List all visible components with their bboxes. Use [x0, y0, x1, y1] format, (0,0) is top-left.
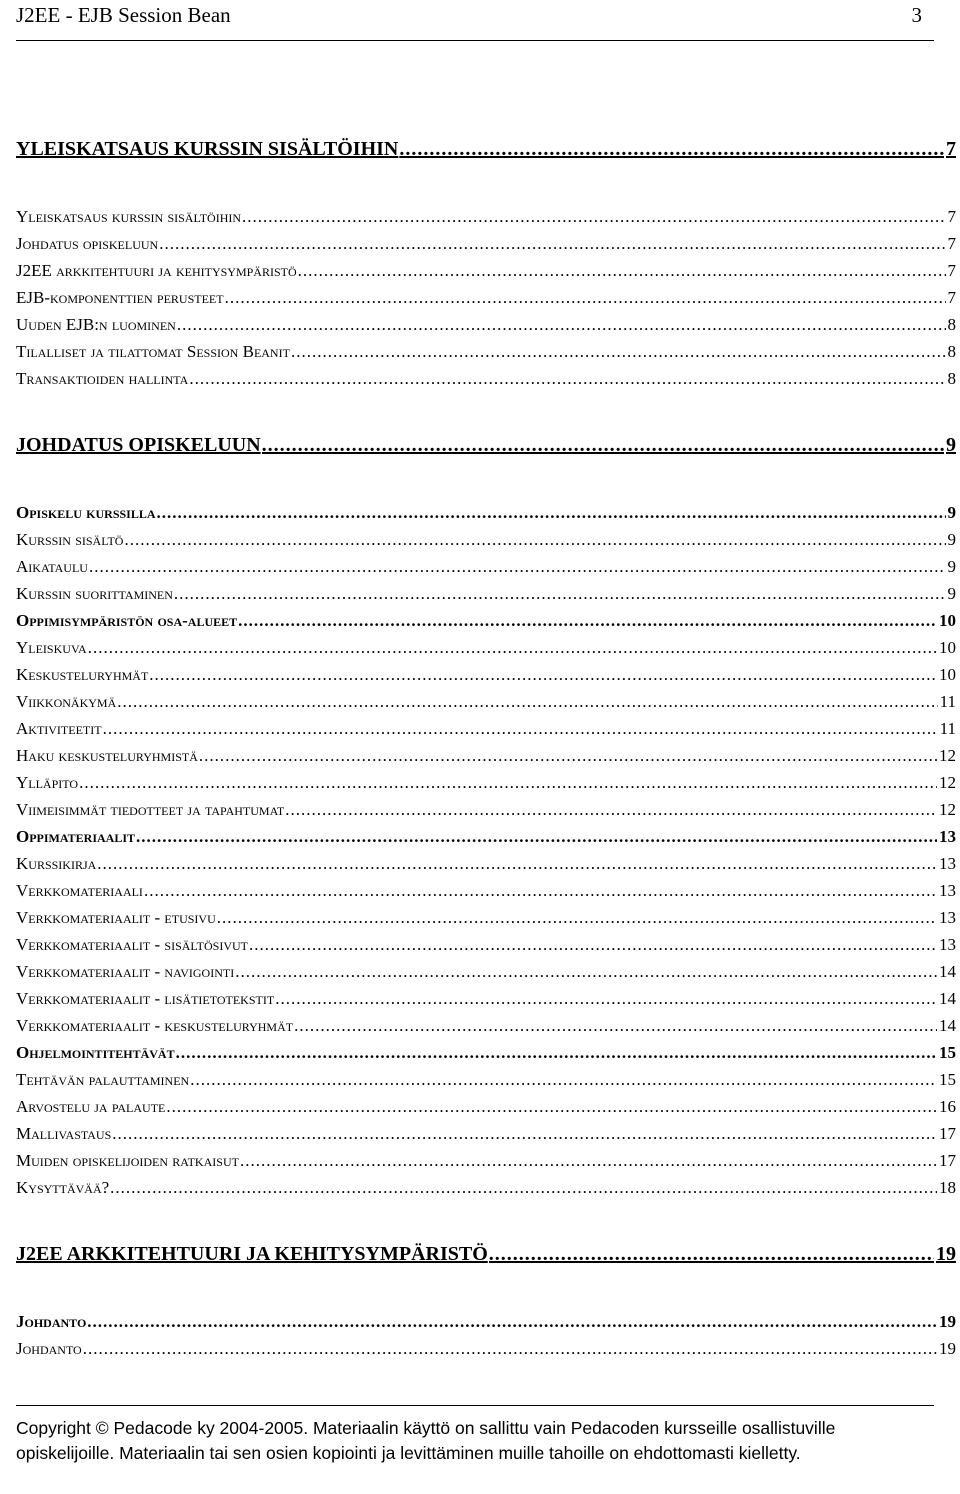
- toc-entry[interactable]: Kurssin sisältö ..... 9: [16, 530, 956, 556]
- toc-entry[interactable]: Oppimisympäristön osa-alueet ..... 10: [16, 611, 956, 637]
- toc-entry[interactable]: Verkkomateriaalit - lisätietotekstit ..... 14: [16, 989, 956, 1015]
- toc-entry[interactable]: Uuden EJB:n luominen ..... 8: [16, 315, 956, 341]
- toc-entry[interactable]: Kysyttävää? ..... 18: [16, 1178, 956, 1204]
- toc-entry[interactable]: Muiden opiskelijoiden ratkaisut ..... 17: [16, 1151, 956, 1177]
- toc-entry[interactable]: J2EE arkkitehtuuri ja kehitysympäristö ..... 7: [16, 261, 956, 287]
- toc-entry[interactable]: Aikataulu ..... 9: [16, 557, 956, 583]
- toc-entry[interactable]: Verkkomateriaalit - sisältösivut ..... 13: [16, 935, 956, 961]
- toc-entry[interactable]: Johdanto ..... 19: [16, 1339, 956, 1365]
- page-header: [16, 0, 934, 41]
- toc-entry[interactable]: Johdanto ..... 19: [16, 1312, 956, 1338]
- toc-entry[interactable]: Ylläpito ..... 12: [16, 773, 956, 799]
- toc-entry[interactable]: J2EE ARKKITEHTUURI JA KEHITYSYMPÄRISTÖ ..... 19: [16, 1243, 956, 1273]
- toc-entry[interactable]: Aktiviteetit ..... 11: [16, 719, 956, 745]
- toc-entry[interactable]: EJB-komponenttien perusteet ..... 7: [16, 288, 956, 314]
- copyright-notice: Copyright © Pedacode ky 2004-2005. Materiaalin käyttö on sallittu vain Pedacoden kursseille osallistuville opiskelijoille. Materiaalin tai sen osien kopiointi ja levittäminen muille tahoille on ehdottomasti kielletty.: [16, 1418, 836, 1463]
- toc-entry[interactable]: Haku keskusteluryhmistä ..... 12: [16, 746, 956, 772]
- toc-entry[interactable]: Verkkomateriaalit - etusivu ..... 13: [16, 908, 956, 934]
- toc-entry[interactable]: Kurssikirja ..... 13: [16, 854, 956, 880]
- toc-entry[interactable]: Verkkomateriaalit - navigointi ..... 14: [16, 962, 956, 988]
- toc-entry[interactable]: Verkkomateriaalit - keskusteluryhmät ..... 14: [16, 1016, 956, 1042]
- toc-entry[interactable]: Johdatus opiskeluun ..... 7: [16, 234, 956, 260]
- toc-entry[interactable]: YLEISKATSAUS KURSSIN SISÄLTÖIHIN ..... 7: [16, 138, 956, 168]
- toc-entry[interactable]: Transaktioiden hallinta ..... 8: [16, 369, 956, 395]
- toc-entry[interactable]: Mallivastaus ..... 17: [16, 1124, 956, 1150]
- toc-entry[interactable]: Keskusteluryhmät ..... 10: [16, 665, 956, 691]
- toc-entry[interactable]: Tilalliset ja tilattomat Session Beanit ..... 8: [16, 342, 956, 368]
- page-footer: [16, 1405, 934, 1466]
- toc-entry[interactable]: Yleiskuva ..... 10: [16, 638, 956, 664]
- toc-entry[interactable]: Viimeisimmät tiedotteet ja tapahtumat ..... 12: [16, 800, 956, 826]
- toc-entry[interactable]: Kurssin suorittaminen ..... 9: [16, 584, 956, 610]
- toc-entry[interactable]: Verkkomateriaali ..... 13: [16, 881, 956, 907]
- document-title: J2EE - EJB Session Bean: [16, 3, 231, 27]
- toc-entry[interactable]: Viikkonäkymä ..... 11: [16, 692, 956, 718]
- toc-entry[interactable]: Yleiskatsaus kurssin sisältöihin ..... 7: [16, 207, 956, 233]
- toc-entry[interactable]: JOHDATUS OPISKELUUN ..... 9: [16, 434, 956, 464]
- toc-entry[interactable]: Ohjelmointitehtävät ..... 15: [16, 1043, 956, 1069]
- toc-entry[interactable]: Oppimateriaalit ..... 13: [16, 827, 956, 853]
- toc-entry[interactable]: Arvostelu ja palaute ..... 16: [16, 1097, 956, 1123]
- toc-entry[interactable]: Opiskelu kurssilla ..... 9: [16, 503, 956, 529]
- toc-entry[interactable]: Tehtävän palauttaminen ..... 15: [16, 1070, 956, 1096]
- page-number: 3: [911, 3, 922, 27]
